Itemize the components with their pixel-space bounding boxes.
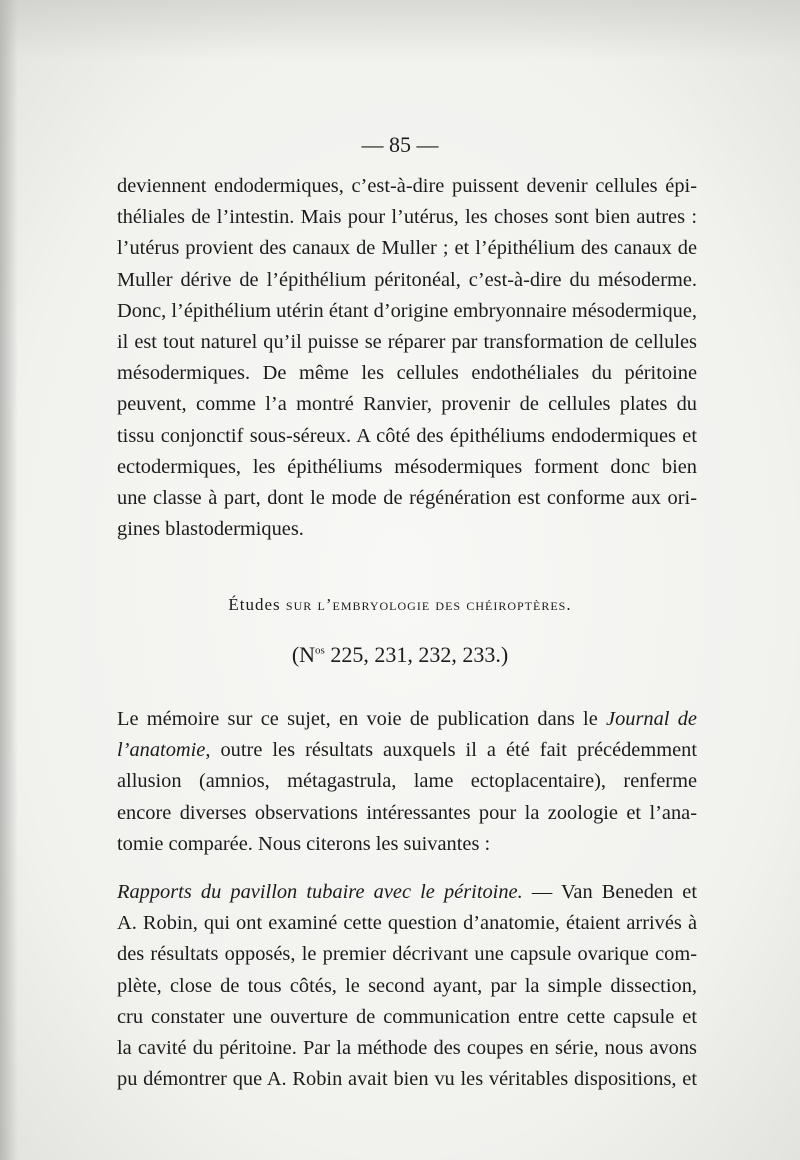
- text-line: des résultats opposés, le premier décrivant une capsule ovarique com-: [117, 943, 697, 966]
- paragraph-2-block: [117, 704, 697, 860]
- text-line: A. Robin, qui ont examiné cette question d’anatomie, étaient arrivés à: [117, 912, 697, 935]
- text-line: [117, 735, 697, 766]
- text-line: encore diverses observations intéressantes pour la zoologie et l’ana-: [117, 801, 697, 824]
- publication-numbers: [0, 642, 800, 668]
- text-line: deviennent endodermiques, c’est-à-dire puissent devenir cellules épi-: [117, 175, 697, 197]
- text-line: théliales de l’intestin. Mais pour l’utérus, les choses sont bien autres :: [117, 206, 697, 229]
- heading-rest: sur l’embryologie des chéiroptères.: [285, 595, 572, 614]
- text-line: allusion (amnios, métagastrula, lame ectoplacentaire), renferme: [117, 770, 697, 793]
- subsection-title: Rapports du pavillon tubaire avec le péritoine.: [117, 881, 523, 903]
- text-line: tissu conjonctif sous-séreux. A côté des épithéliums endodermiques et: [117, 424, 697, 447]
- text-line: une classe à part, dont le mode de régénération est conforme aux ori-: [117, 487, 697, 510]
- text-span: , outre les résultats auxquels il a été fait précédemment: [205, 739, 697, 762]
- page-binding-shadow: [0, 0, 18, 1160]
- paragraph-continuation: [117, 171, 697, 545]
- numbers-superscript: os: [315, 644, 325, 657]
- text-line: mésodermiques. De même les cellules endothéliales du péritoine: [117, 362, 697, 385]
- heading-first-word: Études: [228, 595, 281, 614]
- text-line: cru constater une ouverture de communication entre cette capsule et: [117, 1005, 697, 1028]
- text-line: pu démontrer que A. Robin avait bien vu les véritables dispositions, et: [117, 1068, 697, 1091]
- numbers-list: 225, 231, 232, 233.): [324, 642, 509, 667]
- paragraph-1: [117, 171, 697, 545]
- text-line: il est tout naturel qu’il puisse se réparer par transformation de cellules: [117, 331, 697, 354]
- text-line: Muller dérive de l’épithélium péritonéal, c’est-à-dire du mésoderme.: [117, 268, 697, 291]
- text-span: — Van Beneden et: [522, 881, 697, 903]
- paragraph-3: [117, 877, 697, 1095]
- text-line: plète, close de tous côtés, le second ayant, par la simple dissection,: [117, 974, 697, 997]
- text-line: Donc, l’épithélium utérin étant d’origine embryonnaire mésodermique,: [117, 299, 697, 322]
- text-line: ectodermiques, les épithéliums mésodermiques forment donc bien: [117, 455, 697, 478]
- text-span: Le mémoire sur ce sujet, en voie de publication dans le: [117, 708, 607, 730]
- paragraph-2: [117, 704, 697, 860]
- journal-title: l’anatomie: [117, 739, 206, 762]
- page-number: — 85 —: [361, 132, 439, 157]
- journal-title: Journal de: [606, 708, 697, 730]
- page-top-shadow: [0, 0, 800, 60]
- section-heading: [0, 595, 800, 615]
- text-line: peuvent, comme l’a montré Ranvier, provenir de cellules plates du: [117, 393, 697, 416]
- text-line: [117, 877, 697, 908]
- paragraph-3-block: [117, 877, 697, 1095]
- text-line: gines blastodermiques.: [117, 518, 304, 541]
- text-line: [117, 704, 697, 735]
- text-line: tomie comparée. Nous citerons les suivantes :: [117, 832, 491, 855]
- text-line: l’utérus provient des canaux de Muller ; et l’épithélium des canaux de: [117, 237, 697, 260]
- text-line: la cavité du péritoine. Par la méthode des coupes en série, nous avons: [117, 1037, 697, 1060]
- numbers-prefix: (N: [291, 642, 316, 667]
